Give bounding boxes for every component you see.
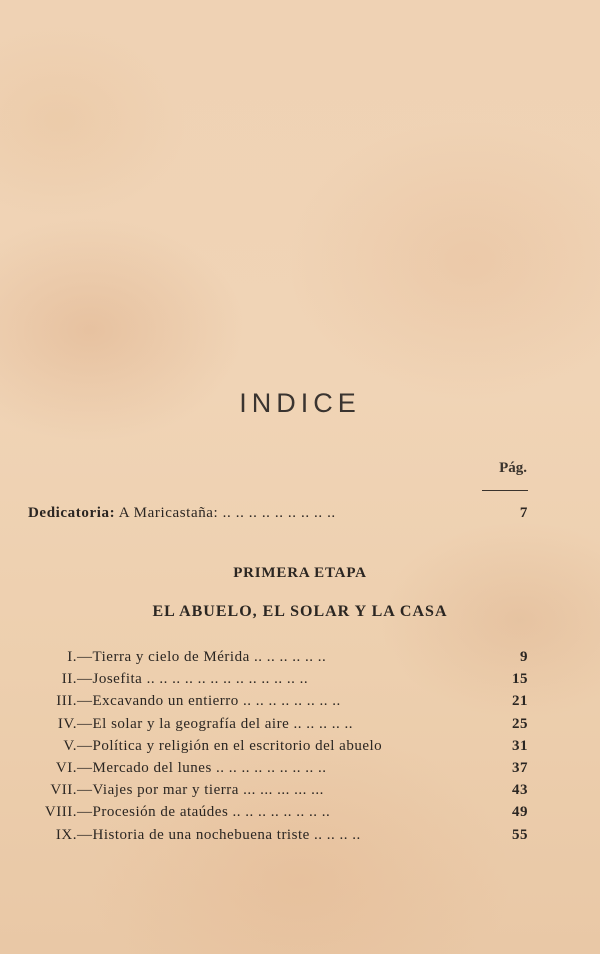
toc-page-number: 25 bbox=[512, 716, 528, 732]
dedication-label: Dedicatoria: bbox=[28, 505, 116, 521]
chapter-title: —Mercado del lunes .. .. .. .. .. .. .. .. .. bbox=[77, 760, 327, 776]
chapter-title: —Josefita .. .. .. .. .. .. .. .. .. .. .. .. .. bbox=[77, 671, 309, 687]
chapter-number: V. bbox=[63, 738, 77, 754]
chapter-number: VIII. bbox=[44, 804, 77, 820]
toc-entry-label bbox=[28, 502, 336, 524]
toc-entry-label bbox=[25, 690, 341, 712]
chapter-title: —Historia de una nochebuena triste .. .. .. .. bbox=[77, 827, 361, 843]
chapter-number: III. bbox=[56, 693, 77, 709]
toc-entry-dedication bbox=[28, 502, 528, 524]
toc-page-number: 31 bbox=[512, 738, 528, 754]
toc-page-number: 43 bbox=[512, 782, 528, 798]
toc-entry-label bbox=[25, 713, 353, 735]
chapter-number: II. bbox=[61, 671, 77, 687]
toc-page-number: 7 bbox=[519, 505, 528, 521]
part-subtitle: EL ABUELO, EL SOLAR Y LA CASA bbox=[152, 603, 448, 620]
toc-page-number: 9 bbox=[520, 649, 528, 665]
chapter-number: IV. bbox=[57, 716, 77, 732]
chapter-title: —Procesión de ataúdes .. .. .. .. .. .. .. .. bbox=[77, 804, 331, 820]
page-title: INDICE bbox=[239, 388, 361, 418]
page-column-header: Pág. bbox=[499, 460, 527, 476]
chapter-number: VII. bbox=[50, 782, 77, 798]
toc-entry-label bbox=[25, 668, 308, 690]
chapter-title: —Política y religión en el escritorio del abuelo bbox=[77, 738, 383, 754]
toc-entry-chapter bbox=[25, 757, 528, 779]
toc-page-number: 55 bbox=[512, 827, 528, 843]
toc-entry-label bbox=[25, 824, 361, 846]
toc-page-number: 49 bbox=[512, 804, 528, 820]
toc-entry-label bbox=[25, 801, 330, 823]
toc-page-number: 15 bbox=[512, 671, 528, 687]
chapter-title: —El solar y la geografía del aire .. .. .. .. .. bbox=[77, 716, 353, 732]
chapter-title: —Tierra y cielo de Mérida .. .. .. .. .. .. bbox=[77, 649, 327, 665]
chapter-title: —Viajes por mar y tierra ... ... ... ... ... bbox=[77, 782, 324, 798]
toc-entry-chapter bbox=[25, 668, 528, 690]
toc-entry-chapter bbox=[25, 713, 528, 735]
toc-page-number: 21 bbox=[512, 693, 528, 709]
toc-entry-chapter bbox=[25, 735, 528, 757]
part-title: PRIMERA ETAPA bbox=[233, 565, 367, 581]
toc-entry-chapter bbox=[25, 824, 528, 846]
toc-page-number: 37 bbox=[512, 760, 528, 776]
toc-entry-chapter bbox=[25, 801, 528, 823]
toc-entry-label bbox=[25, 646, 326, 668]
toc-entry-chapter bbox=[25, 779, 528, 801]
toc-entry-chapter bbox=[25, 690, 528, 712]
toc-entry-label bbox=[25, 735, 382, 757]
chapter-title: —Excavando un entierro .. .. .. .. .. .. .. .. bbox=[77, 693, 341, 709]
toc-entry-label bbox=[25, 779, 324, 801]
toc-entry-chapter bbox=[25, 646, 528, 668]
chapter-number: VI. bbox=[55, 760, 77, 776]
page-column-rule bbox=[482, 490, 528, 491]
chapter-number: IX. bbox=[55, 827, 77, 843]
chapter-number: I. bbox=[67, 649, 77, 665]
toc-entry-label bbox=[25, 757, 327, 779]
dedication-title: A Maricastaña: .. .. .. .. .. .. .. .. .. bbox=[115, 505, 336, 521]
